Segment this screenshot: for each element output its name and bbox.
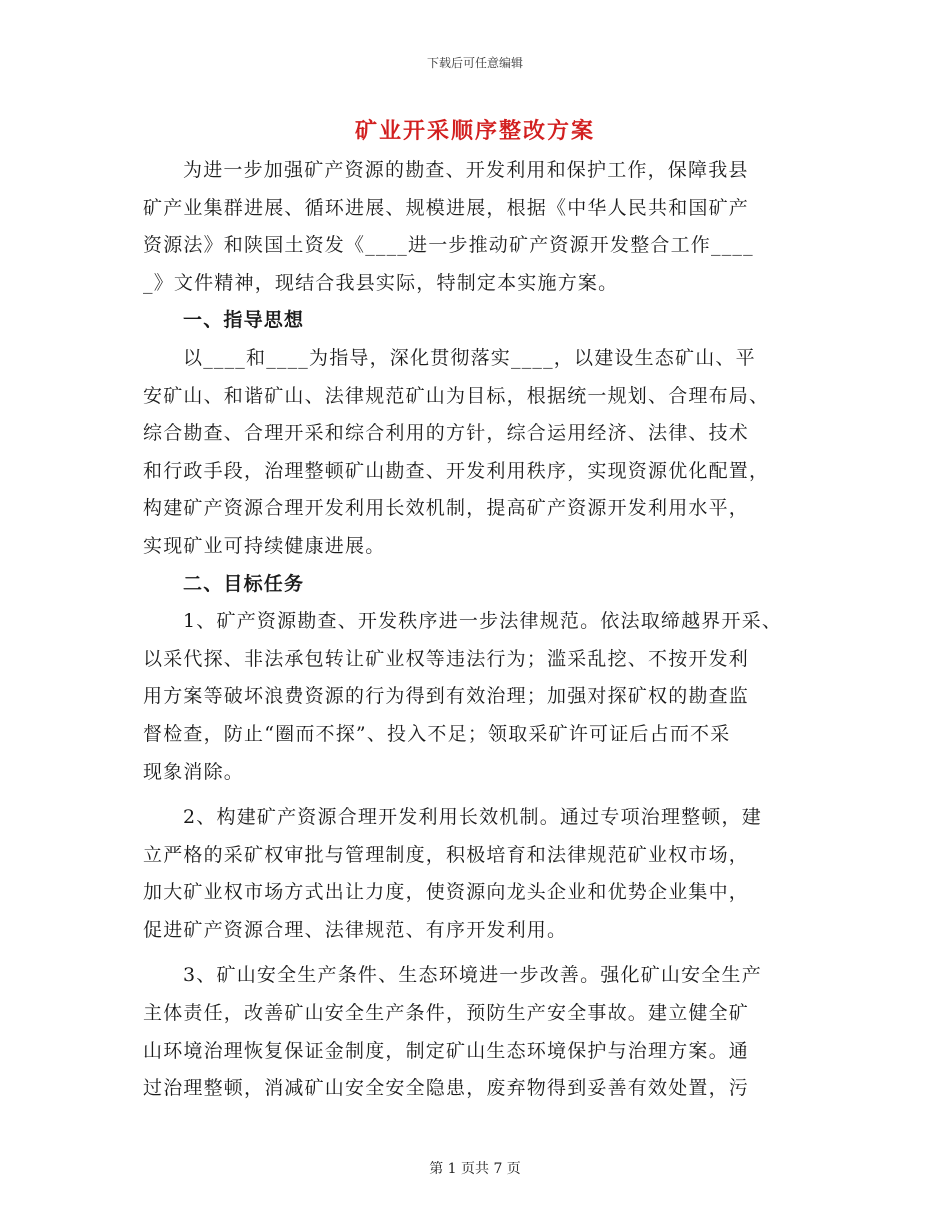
paragraph-line: 用方案等破坏浪费资源的行为得到有效治理；加强对探矿权的勘查监 — [143, 685, 750, 708]
paragraph-line: 为进一步加强矿产资源的勘查、开发利用和保护工作，保障我县 — [183, 159, 749, 181]
paragraph-line: 2、构建矿产资源合理开发利用长效机制。通过专项治理整顿，建 — [183, 806, 762, 829]
paragraph-line: 现象消除。 — [143, 760, 245, 783]
objective-item-3 — [143, 957, 833, 1107]
paragraph-line: 主体责任，改善矿山安全生产条件，预防生产安全事故。建立健全矿 — [143, 1002, 750, 1025]
page-number: 第 1 页共 7 页 — [429, 1161, 521, 1177]
paragraph-line: 矿产业集群进展、循环进展、规模进展，根据《中华人民共和国矿产 — [143, 196, 750, 219]
paragraph-line: 以采代探、非法承包转让矿业权等违法行为；滥采乱挖、不按开发利 — [143, 647, 750, 670]
intro-paragraph — [143, 152, 833, 302]
paragraph-line: 实现矿业可持续健康进展。 — [143, 534, 386, 557]
document-body — [143, 152, 833, 1108]
section-heading-guiding-ideology: 一、指导思想 — [183, 309, 305, 332]
paragraph-line: 督检查，防止“圈而不探”、投入不足；领取采矿许可证后占而不采 — [143, 722, 731, 745]
paragraph-line: 加大矿业权市场方式出让力度，使资源向龙头企业和优势企业集中， — [143, 881, 750, 904]
paragraph-line: 构建矿产资源合理开发利用长效机制，提高矿产资源开发利用水平， — [143, 497, 750, 520]
paragraph-line: _》文件精神，现结合我县实际，特制定本实施方案。 — [143, 271, 619, 294]
objective-item-1 — [143, 603, 833, 791]
paragraph-line: 过治理整顿，消减矿山安全安全隐患，废弃物得到妥善有效处置，污 — [143, 1077, 750, 1100]
paragraph-line: 山环境治理恢复保证金制度，制定矿山生态环境保护与治理方案。通 — [143, 1039, 750, 1062]
paragraph-line: 安矿山、和谐矿山、法律规范矿山为目标，根据统一规划、合理布局、 — [143, 384, 770, 407]
paragraph-line: 立严格的采矿权审批与管理制度，积极培育和法律规范矿业权市场， — [143, 843, 750, 866]
objective-item-2 — [143, 799, 833, 949]
paragraph-line: 以____和____为指导，深化贯彻落实____，以建设生态矿山、平 — [183, 346, 756, 369]
document-title: 矿业开采顺序整改方案 — [354, 118, 595, 144]
section-heading-objectives: 二、目标任务 — [183, 572, 305, 595]
paragraph-line: 资源法》和陕国土资发《____进一步推动矿产资源开发整合工作____ — [143, 234, 754, 257]
paragraph-line: 1、矿产资源勘查、开发秩序进一步法律规范。依法取缔越界开采、 — [183, 610, 783, 633]
paragraph-line: 3、矿山安全生产条件、生态环境进一步改善。强化矿山安全生产 — [183, 964, 762, 987]
paragraph-line: 促进矿产资源合理、法律规范、有序开发利用。 — [143, 918, 568, 941]
paragraph-line: 和行政手段，治理整顿矿山勘查、开发利用秩序，实现资源优化配置， — [143, 459, 770, 482]
header-note: 下载后可任意编辑 — [426, 56, 523, 70]
guiding-ideology-paragraph — [143, 340, 833, 566]
paragraph-line: 综合勘查、合理开采和综合利用的方针，综合运用经济、法律、技术 — [143, 422, 750, 445]
